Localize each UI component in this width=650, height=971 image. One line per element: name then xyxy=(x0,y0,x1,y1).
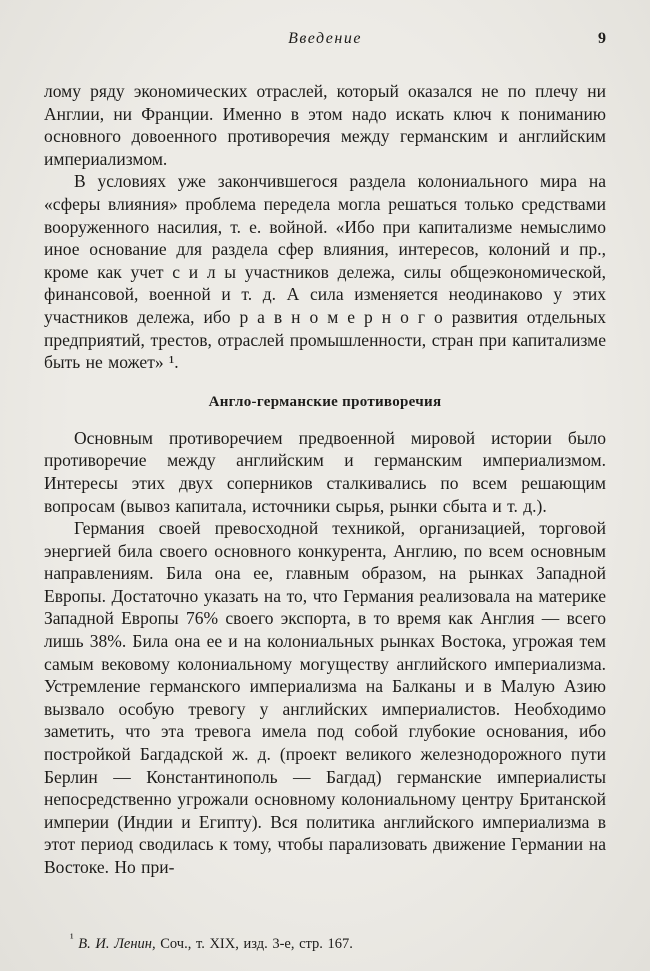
paragraph: Основным противоречием предвоенной мировой истории было противоречие между английским и германским империализмом. Интересы этих двух соперников сталкивались по всем решающим вопросам (вывоз капитала, источники сырья, рынки сбыта и т. д.). xyxy=(44,427,606,516)
footnote-reference: Соч., т. XIX, изд. 3-е, стр. 167. xyxy=(160,936,353,952)
section-heading: Англо-германские противоречия xyxy=(208,393,442,410)
paragraph-continuation: лому ряду экономических отраслей, который оказался не по плечу ни Англии, ни Франции. Именно в этом надо искать ключ к пониманию основного довоенного противоречия между германским и английским империализмом. xyxy=(44,81,606,169)
page-number: 9 xyxy=(598,30,606,47)
footnote-author: В. И. Ленин, xyxy=(78,936,156,952)
paragraph: Германия своей превосходной техникой, организацией, торговой энергией била своего основного конкурента, Англию, по всем основным направлениям. Била она ее, главным образом, на рынках Западной Европы. Достаточно указать на то, что Германия реализовала на материке Западной Европы 76% своего экспорта, в то время как Англия — всего лишь 38%. Била она ее и на колониальных рынках Востока, угрожая тем самым вековому колониальному могуществу английского империализма. Устремление германского империализма на Балканы и в Малую Азию вызвало особую тревогу у английских империалистов. Необходимо заметить, что эта тревога имела под собой глубокие основания, ибо постройкой Багдадской ж. д. (проект великого железнодорожного пути Берлин — Константинополь — Багдад) германские империалисты непосредственно угрожали основному колониальному центру Британской империи (Индии и Египту). Вся политика английского империализма в этот период сводилась к тому, чтобы парализовать движение Германии на Востоке. Но при- xyxy=(44,518,606,877)
page-body xyxy=(44,80,606,879)
footnote xyxy=(44,931,606,953)
paragraph: В условиях уже закончившегося раздела колониального мира на «сферы влияния» проблема передела могла решаться только средствами вооруженного насилия, т. е. войной. «Ибо при капитализме немыслимо иное основание для раздела сфер влияния, интересов, колоний и пр., кроме как учет с и л ы участников дележа, силы общеэкономической, финансовой, военной и т. д. А сила изменяется неодинаково у этих участников дележа, ибо р а в н о м е р н о г о развития отдельных предприятий, трестов, отраслей промышленности, стран при капитализме быть не может» ¹. xyxy=(44,171,606,373)
footnote-marker: ¹ xyxy=(70,931,74,946)
running-title: Введение xyxy=(288,30,362,47)
page-header xyxy=(44,30,606,52)
